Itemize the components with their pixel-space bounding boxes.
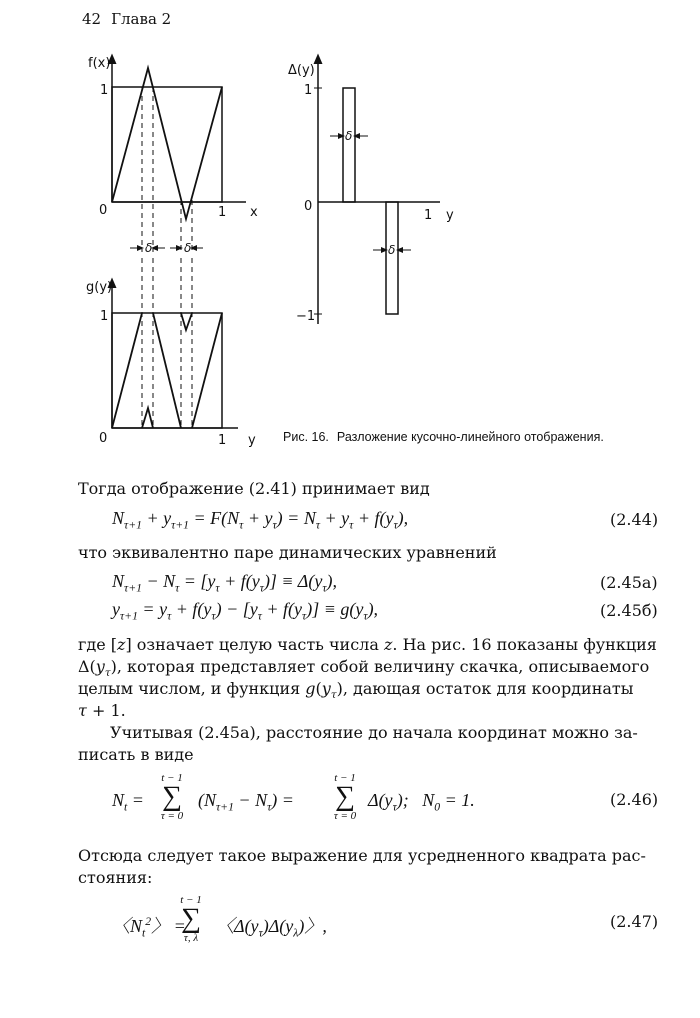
delta-plot-markers [330,136,411,250]
delta-origin: 0 [304,199,313,214]
delta-label-2: δ [184,241,192,255]
paragraph-3-line-4: τ + 1. [78,701,126,720]
figure-caption [283,430,604,444]
paragraph-5-line-2: стояния: [78,868,153,887]
g-curve-5 [192,313,222,428]
delta-tick-one-x: 1 [424,208,433,223]
g-curve-1 [112,313,142,428]
figure-16 [0,0,700,460]
g-ylabel: g(y) [86,280,113,295]
f-tick-one-y: 1 [100,83,109,98]
caption-label: Рис. 16. [283,430,329,444]
delta-tick-one-y: 1 [304,83,313,98]
g-plot [112,258,238,428]
delta-bar-negative [386,202,398,314]
paragraph-2: что эквивалентно паре динамических уравнений [78,543,497,562]
page-number: 42 [82,10,102,28]
equation-2-44: $N_{\tau+1} + y_{\tau+1} = F(N_\tau + y_\tau) = N_\tau + y_\tau + f(y_\tau)$, [112,508,409,532]
equation-number-2-45a: (2.45а) [600,573,658,592]
f-xlabel: x [250,205,258,220]
delta-ylabel: Δ(y) [288,63,315,78]
delta-bar-positive [343,88,355,202]
paragraph-4-line-2: писать в виде [78,745,194,764]
equation-2-45b: $y_{\tau+1} = y_\tau + f(y_\tau) - [y_\tau + f(y_\tau)] \equiv g(y_\tau)$, [112,599,379,623]
g-xlabel: y [248,433,256,448]
f-origin: 0 [99,203,108,218]
delta-plot [314,58,440,324]
g-curve-2 [142,408,153,428]
f-guide-lines [142,87,192,252]
delta-label-4: δ [388,243,396,257]
paragraph-4-line-1: Учитывая (2.45а), расстояние до начала координат можно за- [110,723,638,742]
chapter-title: Глава 2 [111,10,172,28]
f-plot [112,58,246,252]
equation-2-45a: $N_{\tau+1} - N_\tau = [y_\tau + f(y_\tau)] \equiv \Delta(y_\tau)$, [112,571,337,595]
equation-2-47: 〈$N_t^2$〉 = t − 1 ∑ τ, λ 〈$\Delta(y_\tau)\Delta(y_\lambda)$〉, [112,894,327,944]
paragraph-5-line-1: Отсюда следует такое выражение для усредненного квадрата рас- [78,846,646,865]
g-curve-4 [181,313,192,330]
g-tick-one-y: 1 [100,309,109,324]
paragraph-3-line-3: целым числом, и функция $g(y_\tau)$, дающая остаток для координаты [78,679,634,702]
equation-number-2-45b: (2.45б) [600,601,658,620]
caption-text: Разложение кусочно-линейного отображения. [336,430,604,444]
g-origin: 0 [99,431,108,446]
equation-number-2-44: (2.44) [610,510,659,529]
g-guide-lines [142,258,192,428]
equation-2-46: $N_t$ = t − 1 ∑ τ = 0 $(N_{\tau+1} - N_\tau)$ = t − 1 ∑ τ = 0 $\Delta(y_\tau)$; $N_0 = 1$. [112,772,475,822]
delta-xlabel: y [446,208,454,223]
delta-label-1: δ [145,241,153,255]
g-curve-3 [153,313,181,428]
delta-label-3: δ [345,129,353,143]
paragraph-3-line-2: $\Delta(y_\tau)$, которая представляет собой величину скачка, описываемого [78,657,650,680]
g-tick-one-x: 1 [218,433,227,448]
paragraph-1: Тогда отображение (2.41) принимает вид [78,479,430,498]
f-curve [112,68,222,219]
equation-number-2-47: (2.47) [610,912,659,931]
f-ylabel: f(x) [88,56,111,71]
f-tick-one-x: 1 [218,205,227,220]
paragraph-3-line-1: где [z] означает целую часть числа z. На рис. 16 показаны функция [78,635,657,654]
delta-tick-minus-one: −1 [296,309,316,324]
equation-number-2-46: (2.46) [610,790,659,809]
